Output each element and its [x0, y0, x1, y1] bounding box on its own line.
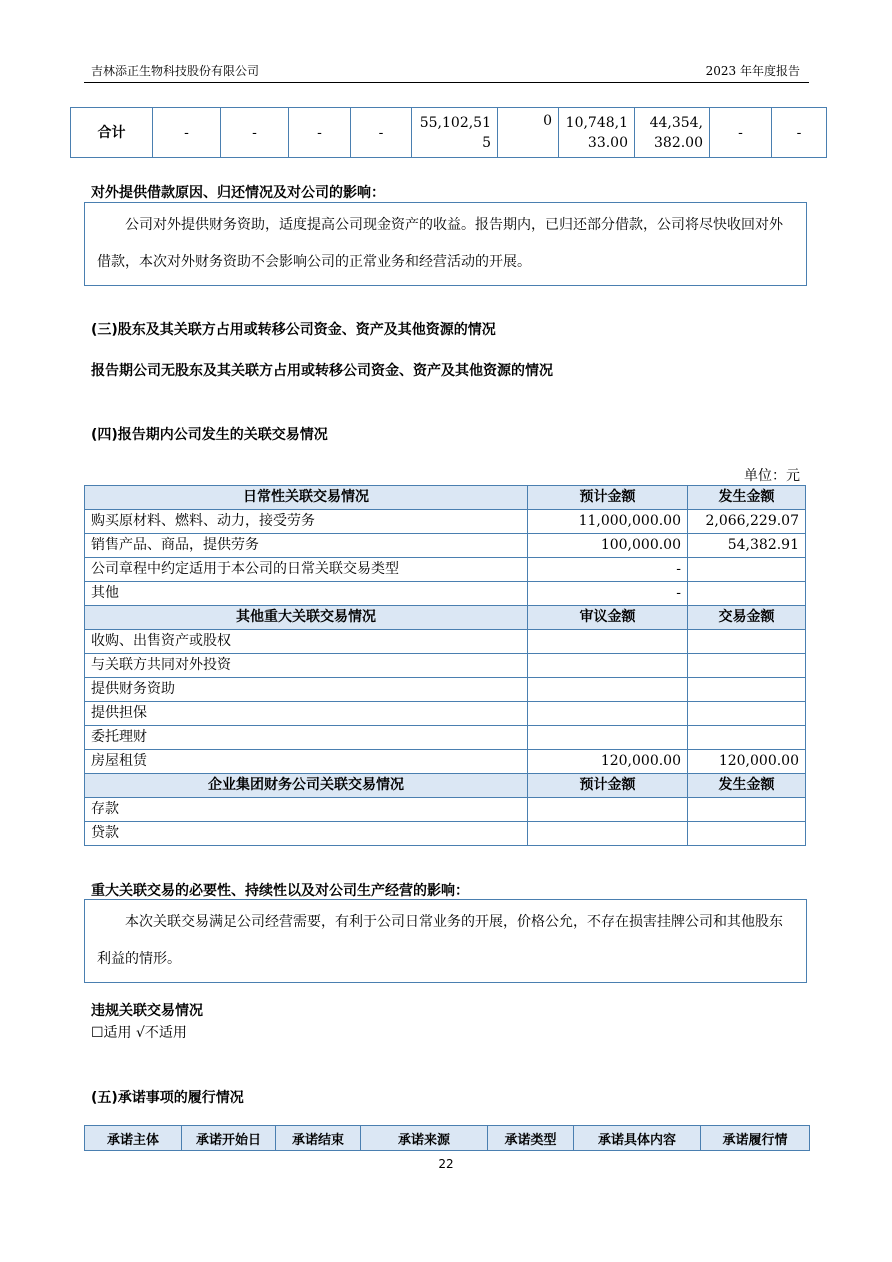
section3-note: 报告期公司无股东及其关联方占用或转移公司资金、资产及其他资源的情况	[91, 363, 553, 379]
row-value: 11,000,000.00	[528, 510, 688, 534]
violation-title: 违规关联交易情况	[91, 1003, 203, 1019]
section3-title: (三)股东及其关联方占用或转移公司资金、资产及其他资源的情况	[91, 322, 496, 338]
row-label: 提供财务资助	[85, 678, 528, 702]
other-header: 审议金额	[528, 606, 688, 630]
row-label: 委托理财	[85, 726, 528, 750]
table-row	[85, 726, 806, 750]
related-transactions-table	[84, 485, 806, 846]
total-label: 合计	[71, 108, 153, 158]
row-value	[688, 630, 806, 654]
table-row	[85, 702, 806, 726]
row-label: 存款	[85, 798, 528, 822]
row-value: -	[528, 558, 688, 582]
table-row	[85, 510, 806, 534]
total-cell: 55,102,515	[412, 108, 498, 158]
total-row	[71, 108, 827, 158]
total-cell: 10,748,133.00	[559, 108, 635, 158]
daily-header: 发生金额	[688, 486, 806, 510]
violation-options: ☐适用 √不适用	[91, 1025, 187, 1041]
promise-header: 承诺具体内容	[574, 1126, 701, 1151]
row-value: 2,066,229.07	[688, 510, 806, 534]
finance-header-row	[85, 774, 806, 798]
daily-header: 预计金额	[528, 486, 688, 510]
row-value	[528, 702, 688, 726]
row-value	[688, 678, 806, 702]
promise-header: 承诺结束	[276, 1126, 361, 1151]
header-divider	[84, 82, 809, 83]
finance-header: 预计金额	[528, 774, 688, 798]
row-value	[688, 582, 806, 606]
table-row	[85, 630, 806, 654]
section4-title: (四)报告期内公司发生的关联交易情况	[91, 427, 328, 443]
row-label: 贷款	[85, 822, 528, 846]
row-value: 120,000.00	[528, 750, 688, 774]
row-value	[688, 726, 806, 750]
total-table	[70, 107, 827, 158]
row-label: 收购、出售资产或股权	[85, 630, 528, 654]
row-label: 与关联方共同对外投资	[85, 654, 528, 678]
impact-section-title: 重大关联交易的必要性、持续性以及对公司生产经营的影响：	[91, 883, 469, 899]
row-value	[528, 822, 688, 846]
row-value	[528, 678, 688, 702]
row-label: 提供担保	[85, 702, 528, 726]
total-cell: 44,354,382.00	[635, 108, 710, 158]
row-value	[688, 822, 806, 846]
row-value	[688, 702, 806, 726]
promise-header: 承诺履行情	[701, 1126, 810, 1151]
row-value	[688, 654, 806, 678]
page-number: 22	[438, 1157, 454, 1171]
table-row	[85, 654, 806, 678]
finance-header: 发生金额	[688, 774, 806, 798]
finance-header: 企业集团财务公司关联交易情况	[85, 774, 528, 798]
promise-header: 承诺来源	[361, 1126, 488, 1151]
table-row	[85, 750, 806, 774]
total-cell: 0	[498, 108, 559, 158]
table-row	[85, 678, 806, 702]
header-report-title: 2023 年年度报告	[705, 64, 800, 78]
total-cell: -	[772, 108, 827, 158]
row-label: 销售产品、商品，提供劳务	[85, 534, 528, 558]
total-cell: -	[221, 108, 289, 158]
total-cell: -	[289, 108, 351, 158]
table-row	[85, 822, 806, 846]
promise-header: 承诺类型	[488, 1126, 574, 1151]
row-value	[528, 654, 688, 678]
row-value	[528, 726, 688, 750]
daily-header: 日常性关联交易情况	[85, 486, 528, 510]
promise-header: 承诺开始日	[182, 1126, 276, 1151]
row-label: 房屋租赁	[85, 750, 528, 774]
loan-section-text: 公司对外提供财务资助，适度提高公司现金资产的收益。报告期内，已归还部分借款，公司将尽快收回对外借款，本次对外财务资助不会影响公司的正常业务和经营活动的开展。	[84, 202, 807, 286]
total-cell: -	[153, 108, 221, 158]
table-row	[85, 582, 806, 606]
row-label: 其他	[85, 582, 528, 606]
row-value	[688, 798, 806, 822]
header-company: 吉林添正生物科技股份有限公司	[91, 64, 260, 78]
unit-label: 单位：元	[744, 468, 800, 484]
row-value: 100,000.00	[528, 534, 688, 558]
row-value: -	[528, 582, 688, 606]
row-value	[688, 558, 806, 582]
promise-header-row	[85, 1126, 810, 1151]
table-row	[85, 534, 806, 558]
daily-header-row	[85, 486, 806, 510]
row-value: 120,000.00	[688, 750, 806, 774]
row-value: 54,382.91	[688, 534, 806, 558]
row-label: 购买原材料、燃料、动力，接受劳务	[85, 510, 528, 534]
other-header: 其他重大关联交易情况	[85, 606, 528, 630]
loan-section-title: 对外提供借款原因、归还情况及对公司的影响：	[91, 185, 385, 201]
total-cell: -	[710, 108, 772, 158]
promise-header: 承诺主体	[85, 1126, 182, 1151]
total-cell: -	[351, 108, 412, 158]
section5-title: (五)承诺事项的履行情况	[91, 1090, 244, 1106]
impact-section-text: 本次关联交易满足公司经营需要，有利于公司日常业务的开展，价格公允，不存在损害挂牌公司和其他股东利益的情形。	[84, 899, 807, 983]
table-row	[85, 798, 806, 822]
row-label: 公司章程中约定适用于本公司的日常关联交易类型	[85, 558, 528, 582]
table-row	[85, 558, 806, 582]
other-header: 交易金额	[688, 606, 806, 630]
row-value	[528, 798, 688, 822]
other-header-row	[85, 606, 806, 630]
promise-table	[84, 1125, 810, 1151]
row-value	[528, 630, 688, 654]
